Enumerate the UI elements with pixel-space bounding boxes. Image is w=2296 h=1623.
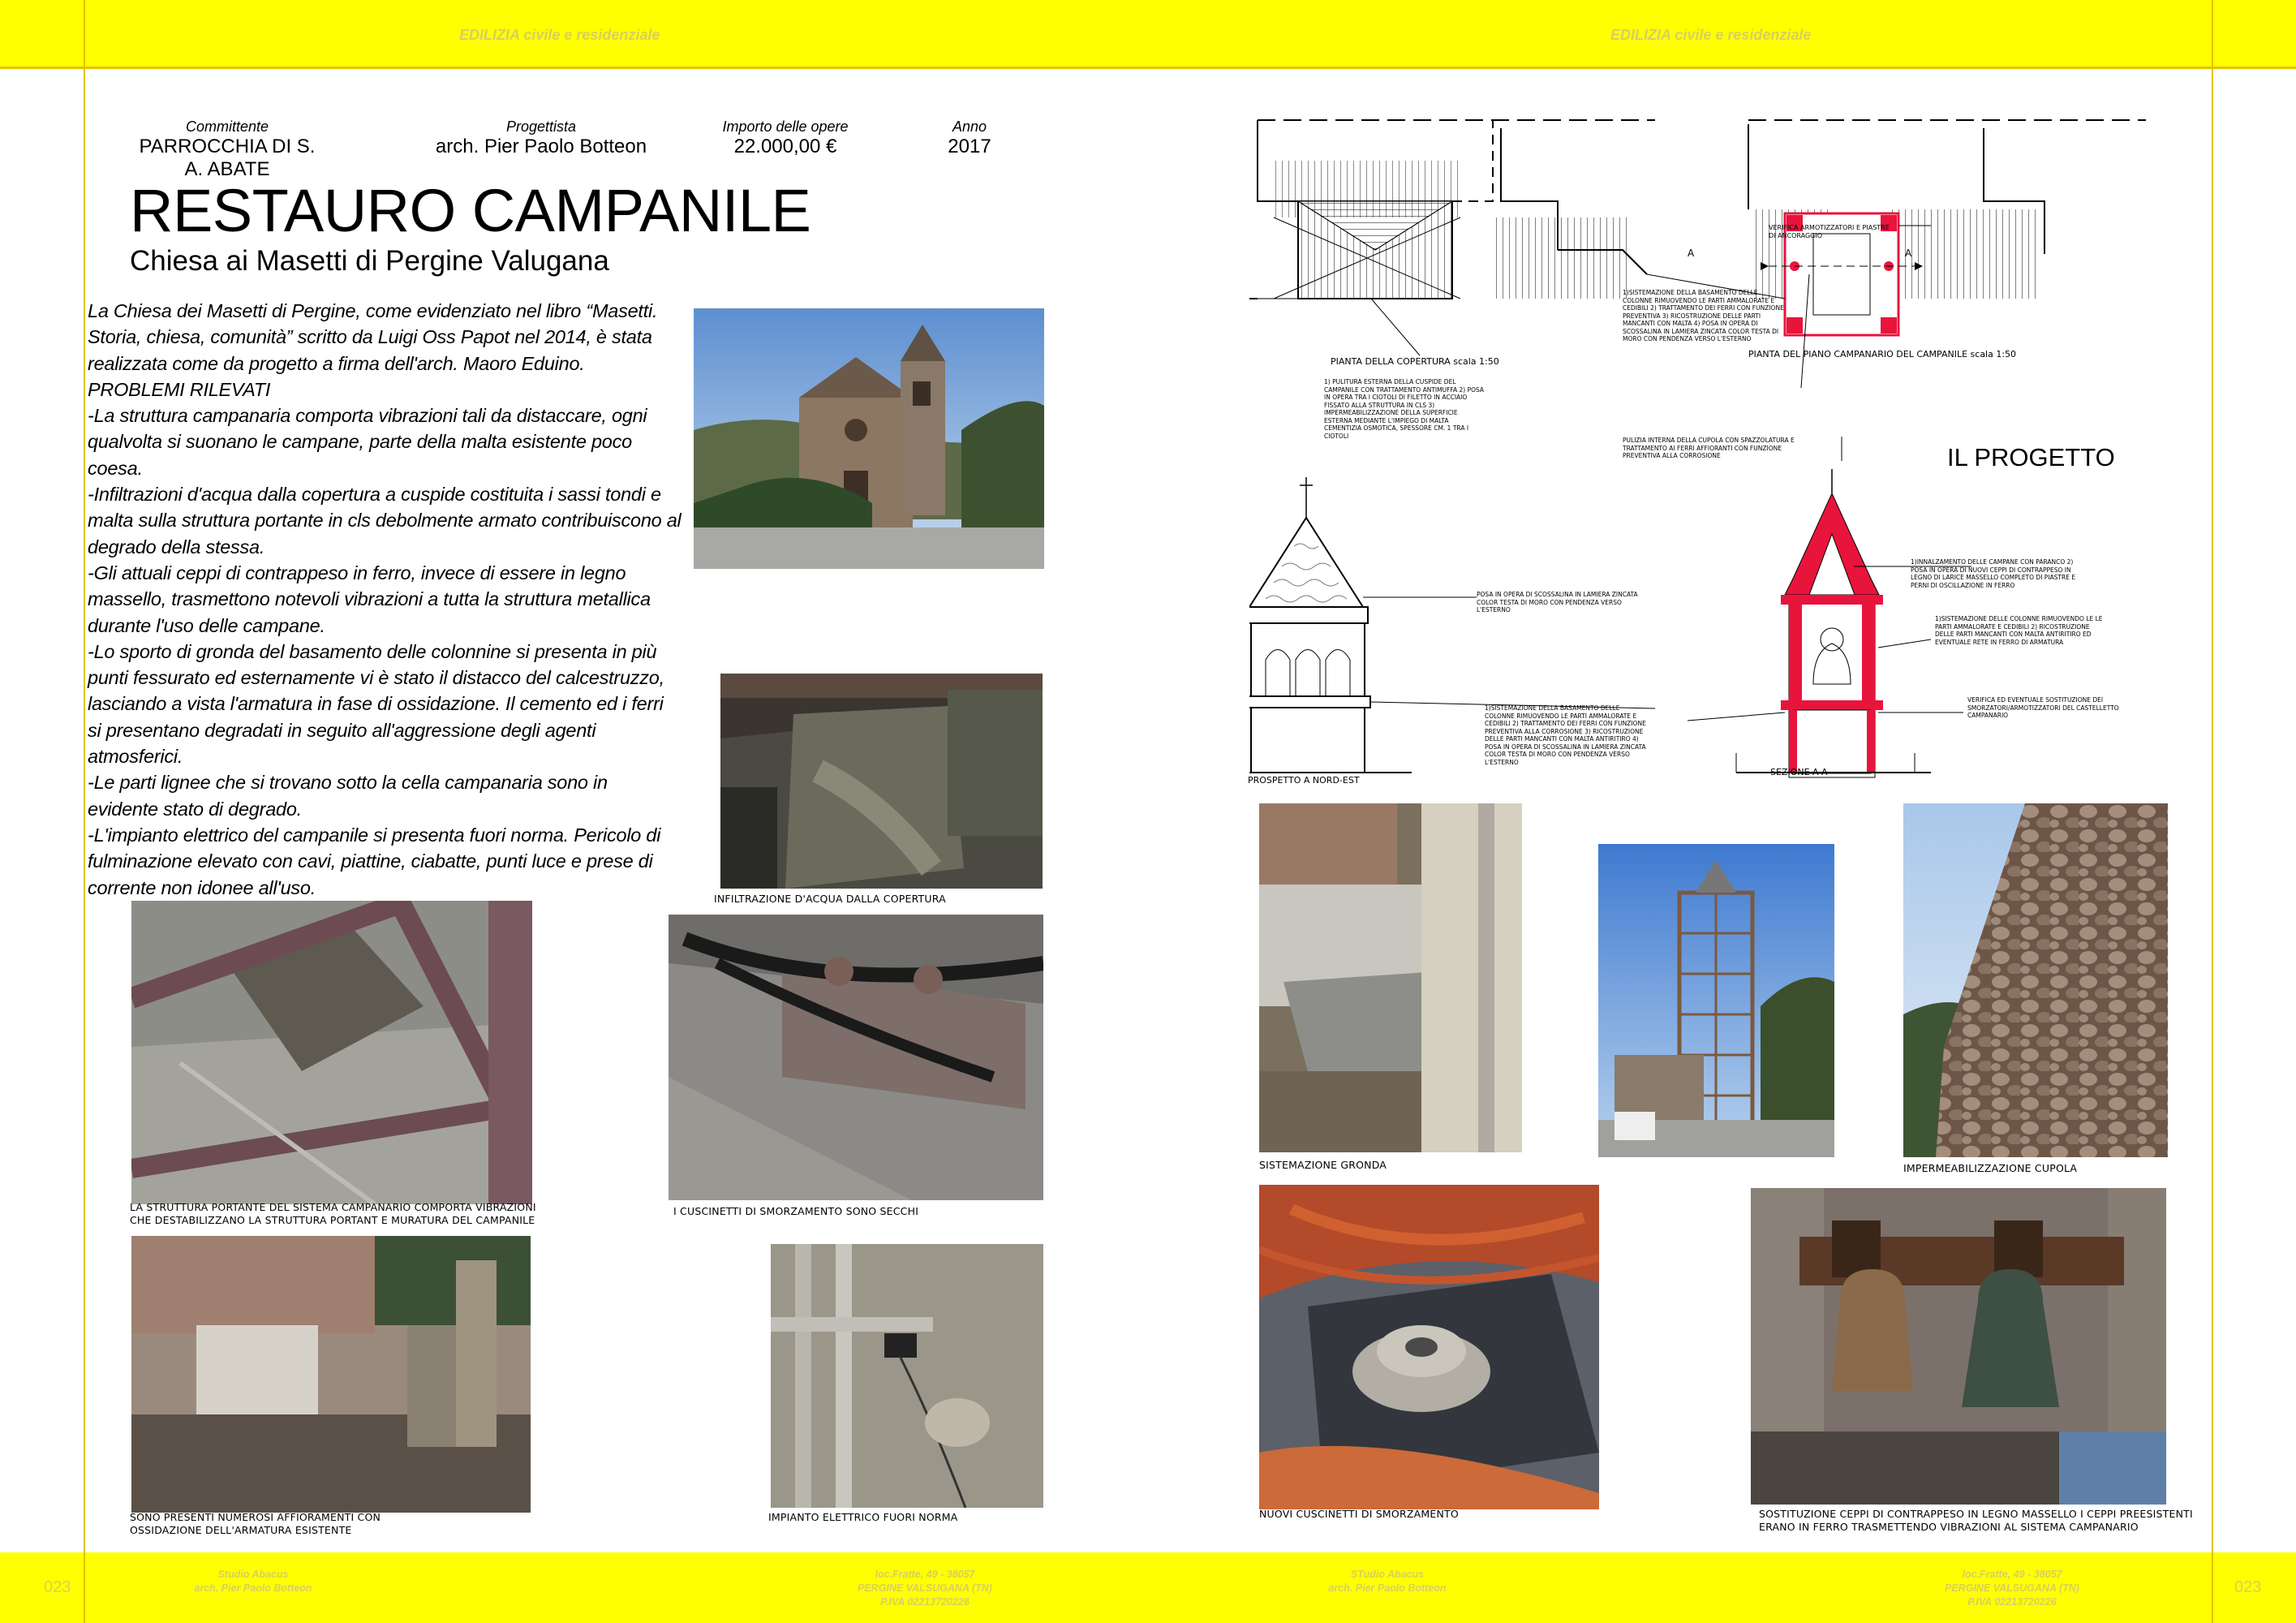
- scaffolding-photo: [1598, 844, 1834, 1157]
- note-campane: 1)INNALZAMENTO DELLE CAMPANE CON PARANCO 2) POSA IN OPERA DI NUOVI CEPPI DI CONTRAPPESO IN LEGNO DI LARICE MASSELLO COMPLETO DI PIASTRE E PERNI DI OSCILLAZIONE IN FERRO: [1911, 558, 2076, 589]
- caption-ceppi: SOSTITUZIONE CEPPI DI CONTRAPPESO IN LEGNO MASSELLO I CEPPI PREESISTENTI ERANO IN FERRO TRASMETTENDO VIBRAZIONI AL SISTEMA CAMPANARIO: [1759, 1508, 2193, 1533]
- header-band: [0, 0, 2296, 67]
- caption-infiltrazione: INFILTRAZIONE D'ACQUA DALLA COPERTURA: [714, 893, 946, 905]
- note-basamento-low: 1)SISTEMAZIONE DELLA BASAMENTO DELLE COLONNE RIMUOVENDO LE PARTI AMMALORATE E CEDIBILI 2) TRATTAMENTO DEI FERRI CON FUNZIONE PREVENTIVA ALLA CORROSIONE 3) RICOSTRUZIONE DELLE PARTI MANCANTI CON MALTA ANTIRITIRO 4) POSA IN OPERA DI SCOSSALINA IN LAMIERA ZINCATA COLOR TESTA DI MORO CON PENDENZA VERSO L'ESTERNO: [1485, 704, 1646, 766]
- note-verifica: VERIFICA ARMOTIZZATORI E PIASTRE DI ANCORAGGIO: [1769, 224, 1890, 239]
- caption-cuscinetti: I CUSCINETTI DI SMORZAMENTO SONO SECCHI: [673, 1205, 919, 1217]
- label-sezione: SEZIONE A-A: [1770, 767, 1828, 777]
- caption-gronda: SISTEMAZIONE GRONDA: [1259, 1159, 1387, 1171]
- electrical-photo: [771, 1244, 1043, 1508]
- caption-nuovi: NUOVI CUSCINETTI DI SMORZAMENTO: [1259, 1508, 1459, 1520]
- infiltration-photo: [720, 674, 1043, 889]
- caption-impianto: IMPIANTO ELETTRICO FUORI NORMA: [768, 1511, 958, 1523]
- footer-studio-left: Studio Abacus arch. Pier Paolo Botteon: [194, 1569, 312, 1594]
- structure-photo: [131, 901, 532, 1204]
- info-committente: Committente PARROCCHIA DI S. A. ABATE: [139, 118, 316, 180]
- note-cuspide: 1) PULITURA ESTERNA DELLA CUSPIDE DEL CAMPANILE CON TRATTAMENTO ANTIMUFFA 2) POSA IN OPERA TRA I CIOTOLI DI FILETTO IN ACCIAIO FISSATO ALLA STRUTTURA IN CLS 3) IMPERMEABILIZZAZIONE DELLA SUPERFICIE ESTERNA MEDIANTE L'IMPIEGO DI MALTA CEMENTIZIA OSMOTICA, SPESSORE CM. 1 TRA I CIOTOLI: [1324, 378, 1485, 440]
- note-colonne: 1)SISTEMAZIONE DELLE COLONNE RIMUOVENDO LE LE PARTI AMMALORATE E CEDIBILI 2) RICOSTRUZIONE DELLE PARTI MANCANTI CON MALTA ANTIRITIRO ED EVENTUALE RETE IN FERRO DI ARMATURA: [1935, 615, 2103, 646]
- info-anno: Anno 2017: [948, 118, 991, 157]
- footer-studio-right: STudio Abacus arch. Pier Paolo Botteon: [1328, 1569, 1447, 1594]
- footer-address-left: loc.Fratte, 49 - 38057 PERGINE VALSUGANA (TN) P.IVA 02213720226: [858, 1569, 992, 1608]
- label-pianta-copertura: PIANTA DELLA COPERTURA scala 1:50: [1331, 356, 1499, 367]
- bells-photo: [1751, 1188, 2166, 1505]
- caption-cupola: IMPERMEABILIZZAZIONE CUPOLA: [1903, 1162, 2078, 1174]
- body-text: La Chiesa dei Masetti di Pergine, come evidenziato nel libro “Masetti. Storia, chiesa, comunità” scritto da Luigi Oss Papot nel 2014, è stata realizzata come da progetto a firma dell'arch. Maoro Eduino. PROBLEMI RILEVATI -La struttura campanaria comporta vibrazioni tali da distaccare, ogni qualvolta si suonano le campane, parte della malta esistente poco coesa. -Infiltrazioni d'acqua dalla copertura a cuspide costituita i sassi tondi e malta sulla struttura portante in cls debolmente armato contribuiscono al degrado della stessa. -Gli attuali ceppi di contrappeso in ferro, invece di essere in legno massello, trasmettono notevoli vibrazioni a tutta la struttura metallica durante l'uso delle campane. -Lo sporto di gronda del basamento delle colonnine si presenta in più punti fessurato ed esternamente vi è stato il distacco del calcestruzzo, lasciando a vista l'armatura in fase di ossidazione. Il cemento ed i ferri si presentano degradati in seguito all'aggressione degli agenti atmosferici. -Le parti lignee che si trovano sotto la cella campanaria sono in evidente stato di degrado. -L'impianto elettrico del campanile si presenta fuori norma. Pericolo di fulminazione elevato con cavi, piattine, ciabatte, punti luce e prese di corrente non idonee all'uso.: [88, 300, 681, 898]
- svg-text:A: A: [1688, 248, 1695, 259]
- page-number-left: 023: [44, 1578, 71, 1596]
- architectural-drawings: [1249, 112, 2166, 786]
- footer-address-right: loc.Fratte, 49 - 38057 PERGINE VALSUGANA (TN) P.IVA 02213720226: [1945, 1569, 2079, 1608]
- oxidation-photo: [131, 1236, 531, 1513]
- note-basamento-top: 1)SISTEMAZIONE DELLA BASAMENTO DELLE COLONNE RIMUOVENDO LE PARTI AMMALORATE E CEDIBILI 2) TRATTAMENTO DEI FERRI CON FUNZIONE PREVENTIVA 3) RICOSTRUZIONE DELLE PARTI MANCANTI CON MALTA 4) POSA IN OPERA DI SCOSSALINA IN LAMIERA ZINCATA COLOR TESTA DI MORO CON PENDENZA VERSO L'ESTERNO: [1623, 289, 1784, 342]
- note-smorzatori: VERIFICA ED EVENTUALE SOSTITUZIONE DEI SMORZATORI/ARMOTIZZATORI DEL CASTELLETTO CAMPANARIO: [1967, 696, 2119, 719]
- dampers-photo: [669, 915, 1043, 1200]
- caption-affioramenti: SONO PRESENTI NUMEROSI AFFIORAMENTI CON OSSIDAZIONE DELL'ARMATURA ESISTENTE: [130, 1511, 381, 1536]
- page-number-right: 023: [2234, 1578, 2262, 1596]
- church-photo: [694, 308, 1044, 569]
- svg-text:A: A: [1905, 248, 1912, 259]
- header-right: EDILIZIA civile e residenziale: [1610, 27, 1812, 43]
- label-prospetto: PROSPETTO A NORD-EST: [1248, 775, 1360, 786]
- label-il-progetto: IL PROGETTO: [1947, 443, 2115, 471]
- note-scossalina: POSA IN OPERA DI SCOSSALINA IN LAMIERA ZINCATA COLOR TESTA DI MORO CON PENDENZA VERSO L'ESTERNO: [1477, 591, 1638, 613]
- cupola-photo: [1903, 803, 2168, 1157]
- caption-struttura: LA STRUTTURA PORTANTE DEL SISTEMA CAMPANARIO COMPORTA VIBRAZIONI CHE DESTABILIZZANO LA STRUTTURA PORTANT E MURATURA DEL CAMPANILE: [130, 1201, 536, 1226]
- page-title: RESTAURO CAMPANILE: [130, 177, 811, 244]
- info-importo: Importo delle opere 22.000,00 €: [722, 118, 849, 157]
- header-left: EDILIZIA civile e residenziale: [459, 27, 660, 43]
- gutter-photo: [1259, 803, 1522, 1152]
- page-subtitle: Chiesa ai Masetti di Pergine Valugana: [130, 245, 609, 277]
- note-pulizia: PULIZIA INTERNA DELLA CUPOLA CON SPAZZOLATURA E TRATTAMENTO AI FERRI AFFIORANTI CON FUNZIONE PREVENTIVA ALLA CORROSIONE: [1623, 437, 1795, 459]
- label-pianta-campanario: PIANTA DEL PIANO CAMPANARIO DEL CAMPANILE scala 1:50: [1748, 349, 2017, 359]
- new-dampers-photo: [1259, 1185, 1599, 1509]
- info-progettista: Progettista arch. Pier Paolo Botteon: [435, 118, 647, 157]
